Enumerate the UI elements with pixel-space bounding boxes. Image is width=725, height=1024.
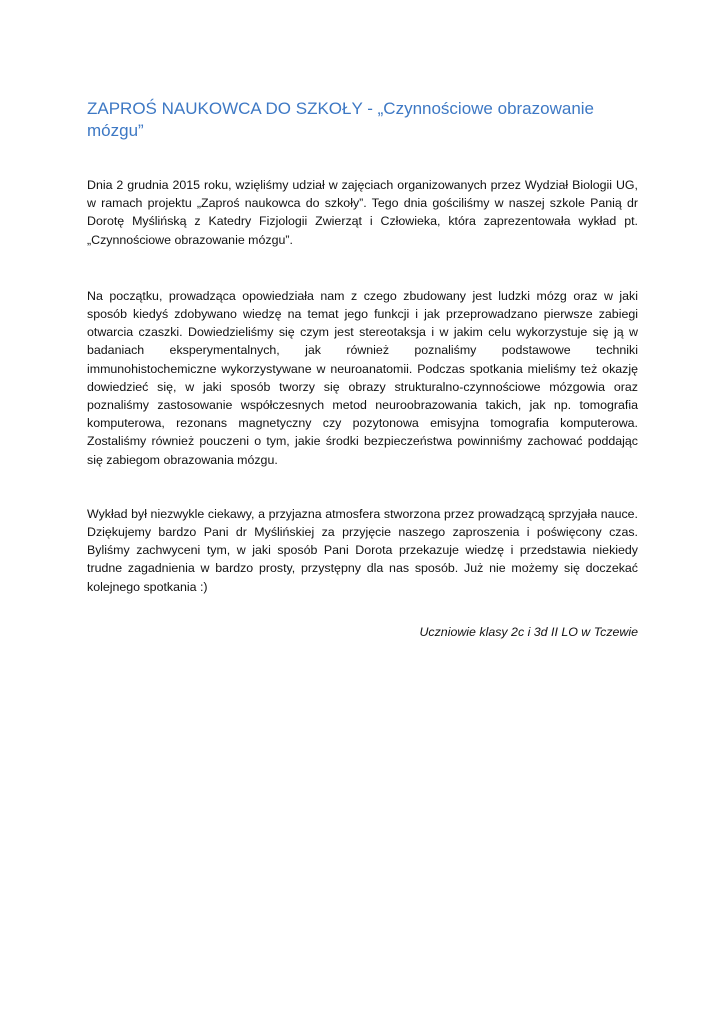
signature: Uczniowie klasy 2c i 3d II LO w Tczewie — [419, 624, 638, 639]
paragraph-intro: Dnia 2 grudnia 2015 roku, wzięliśmy udział w zajęciach organizowanych przez Wydział Biologii UG, w ramach projektu „Zaproś naukowca do szkoły”. Tego dnia gościliśmy w naszej szkole Panią dr Dorotę Myślińską z Katedry Fizjologii Zwierząt i Człowieka, która zaprezentowała wykład pt. „Czynnościowe obrazowanie mózgu”. — [87, 178, 638, 247]
paragraph-thanks: Wykład był niezwykle ciekawy, a przyjazna atmosfera stworzona przez prowadzącą sprzyjała nauce. Dziękujemy bardzo Pani dr Myślińskiej za przyjęcie naszego zaproszenia i poświęcony czas. Byliśmy zachwyceni tym, w jaki sposób Pani Dorota przekazuje wiedzę i przedstawia niekiedy trudne zagadnienia w bardzo prosty, przystępny dla nas sposób. Już nie możemy się doczekać kolejnego spotkania :) — [87, 506, 638, 594]
page-title: ZAPROŚ NAUKOWCA DO SZKOŁY - „Czynnościowe obrazowanie mózgu” — [87, 99, 595, 140]
document-body — [87, 98, 638, 641]
paragraph-lecture-content: Na początku, prowadząca opowiedziała nam z czego zbudowany jest ludzki mózg oraz w jaki sposób kiedyś zdobywano wiedzę na temat jego funkcji i jak przeprowadzano pierwsze zabiegi otwarcia czaszki. Dowiedzieliśmy się czym jest stereotaksja i w jakim celu wykorzystuje się ją w badaniach eksperymentalnych, jak również poznaliśmy podstawowe techniki immunohistochemiczne wykorzystywane w neuroanatomii. Podczas spotkania mieliśmy też okazję dowiedzieć się, w jaki sposób tworzy się obrazy strukturalno-czynnościowe mózgowia oraz poznaliśmy zastosowanie współczesnych metod neuroobrazowania takich, jak np. tomografia komputerowa, rezonans magnetyczny czy pozytonowa emisyjna tomografia komputerowa. Zostaliśmy również pouczeni o tym, jakie środki bezpieczeństwa powinniśmy zachować poddając się zabiegom obrazowania mózgu. — [87, 288, 638, 467]
